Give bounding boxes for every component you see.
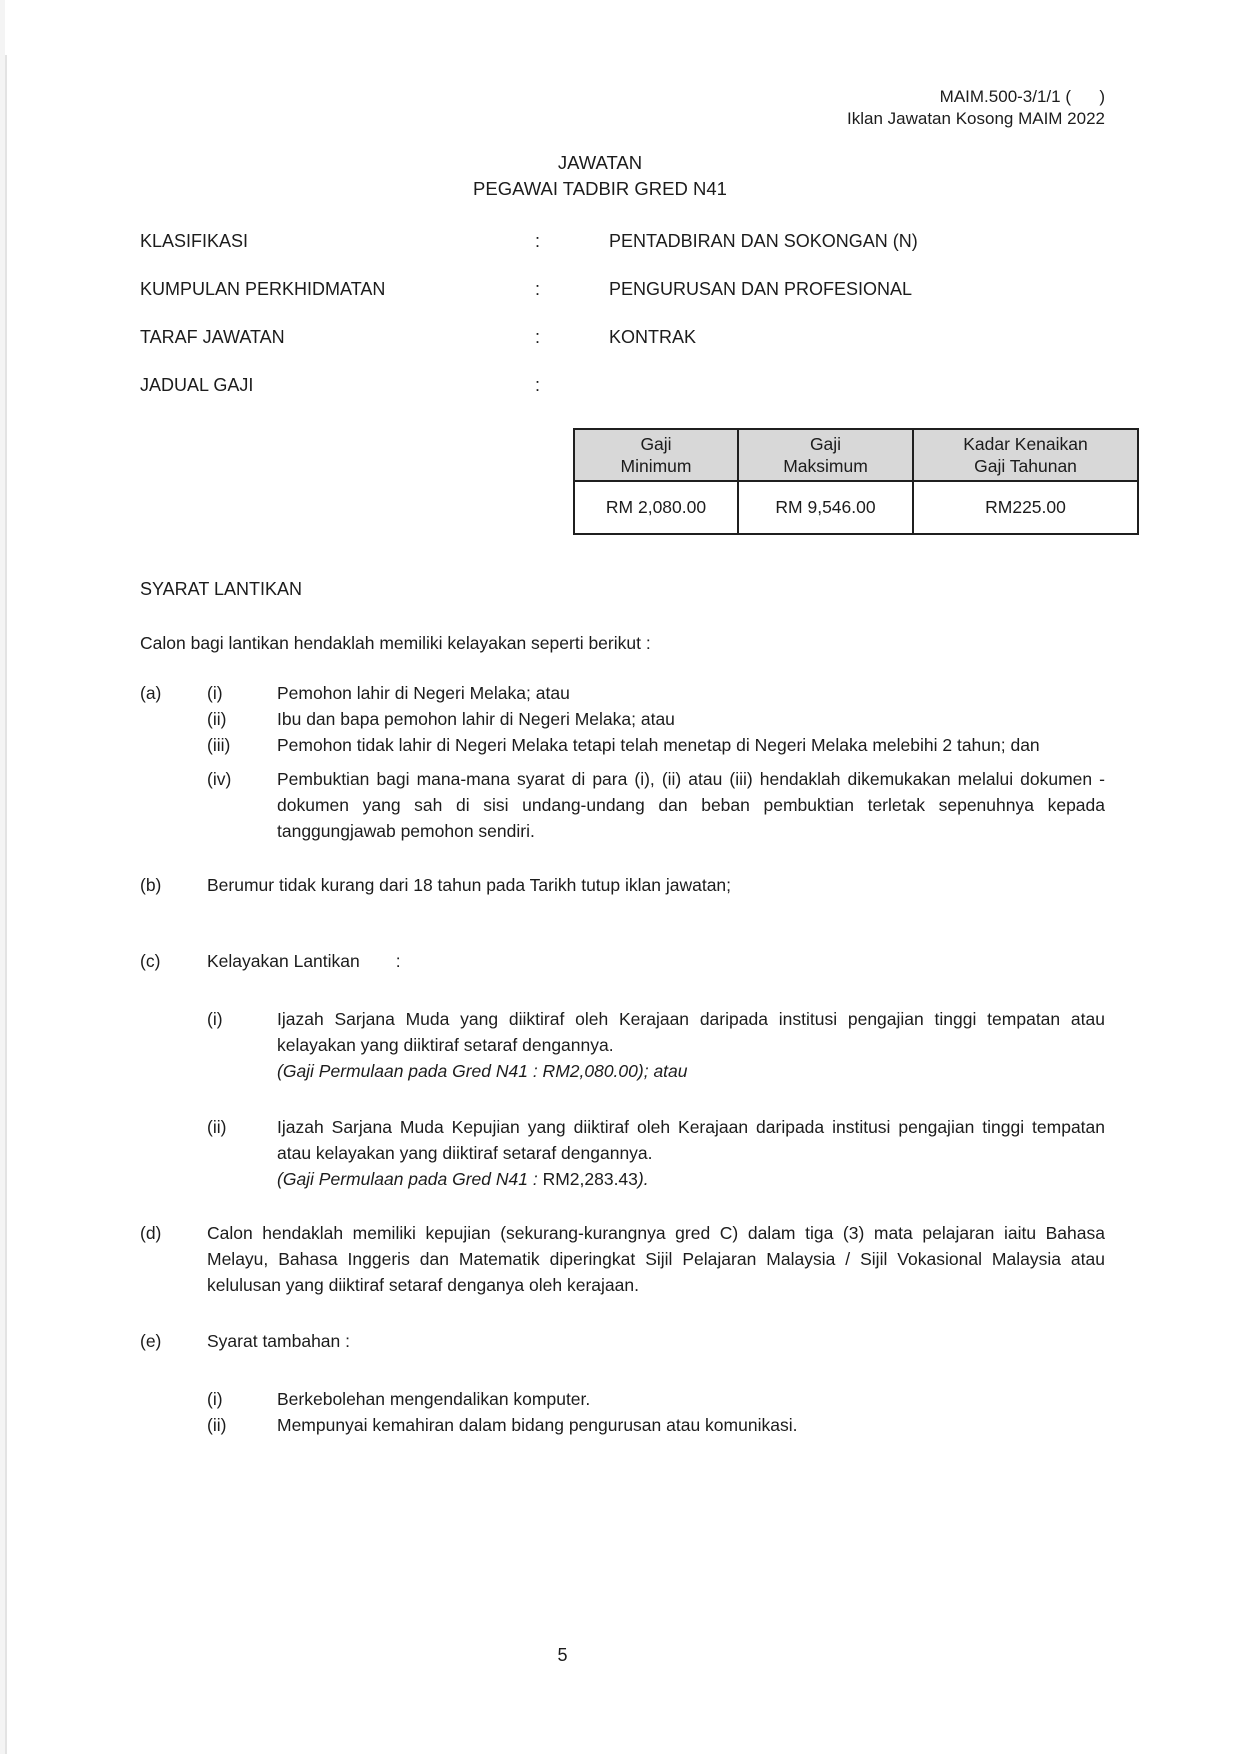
sub-item-c-ii [207, 1114, 1105, 1192]
sub-item-text: Mempunyai kemahiran dalam bidang pengurusan atau komunikasi. [277, 1415, 798, 1435]
title-line-1: JAWATAN [557, 152, 643, 173]
salary-table-header-row [574, 429, 1138, 481]
detail-separator: : [535, 375, 541, 395]
page-number: 5 [557, 1645, 568, 1665]
salary-note-amount: RM2,283.43 [542, 1169, 638, 1189]
detail-value: PENTADBIRAN DAN SOKONGAN (N) [609, 231, 918, 251]
item-c-body [207, 948, 1105, 1192]
sub-item-number: (iii) [207, 735, 231, 755]
header-subtitle: Iklan Jawatan Kosong MAIM 2022 [847, 109, 1105, 128]
sub-item-body [277, 1114, 1105, 1192]
item-a-sublist [207, 680, 1105, 844]
item-label-d: (d) [140, 1223, 162, 1243]
detail-separator: : [535, 279, 541, 299]
sub-item-number: (i) [207, 1389, 223, 1409]
header-max-line2: Maksimum [783, 456, 868, 476]
requirement-item-b [140, 872, 1105, 898]
detail-separator: : [535, 231, 541, 251]
header-rate-line1: Kadar Kenaikan [963, 434, 1088, 454]
detail-separator: : [535, 327, 541, 347]
header-min-line2: Minimum [620, 456, 692, 476]
sub-item-body [277, 1006, 1105, 1084]
salary-note-ii [277, 1166, 1105, 1192]
sub-item-number: (i) [207, 1009, 223, 1029]
title-line-2: PEGAWAI TADBIR GRED N41 [473, 178, 727, 199]
item-e-title: Syarat tambahan : [207, 1331, 350, 1351]
sub-item-number: (ii) [207, 1117, 227, 1137]
salary-table-header-max [738, 429, 913, 481]
salary-max-value: RM 9,546.00 [738, 481, 913, 534]
sub-item-text: Ijazah Sarjana Muda yang diiktiraf oleh Kerajaan daripada institusi pengajian tinggi tempatan atau kelayakan yang diiktiraf setaraf dengannya. [277, 1009, 1105, 1055]
item-b-text: Berumur tidak kurang dari 18 tahun pada Tarikh tutup iklan jawatan; [207, 875, 732, 895]
sub-item-text: Pemohon lahir di Negeri Melaka; atau [277, 683, 570, 703]
sub-item-number: (ii) [207, 709, 227, 729]
header-rate-line2: Gaji Tahunan [974, 456, 1077, 476]
detail-label: KUMPULAN PERKHIDMATAN [140, 279, 386, 299]
salary-table-header-rate [913, 429, 1138, 481]
salary-min-value: RM 2,080.00 [574, 481, 738, 534]
document-title [140, 150, 1105, 202]
sub-item-number: (i) [207, 683, 223, 703]
detail-label: KLASIFIKASI [140, 231, 249, 251]
item-label-b: (b) [140, 875, 162, 895]
detail-label: TARAF JAWATAN [140, 327, 285, 347]
detail-row-jadual-gaji [140, 374, 1105, 396]
salary-note-suffix: ). [637, 1169, 649, 1189]
salary-note-i: (Gaji Permulaan pada Gred N41 : RM2,080.00); atau [277, 1061, 688, 1081]
document-header [140, 86, 1105, 130]
item-label-a: (a) [140, 683, 162, 703]
section-heading-syarat-lantikan: SYARAT LANTIKAN [140, 579, 303, 599]
sub-item-text: Pemohon tidak lahir di Negeri Melaka tetapi telah menetap di Negeri Melaka melebihi 2 tahun; dan [277, 735, 1040, 755]
detail-value [609, 374, 1105, 396]
salary-note-prefix: (Gaji Permulaan pada Gred N41 : [277, 1169, 543, 1189]
sub-item-text: Berkebolehan mengendalikan komputer. [277, 1389, 591, 1409]
detail-row-kumpulan [140, 278, 1105, 300]
requirements-list [140, 680, 1105, 1438]
sub-item-c-i [207, 1006, 1105, 1084]
item-c-colon: : [395, 951, 401, 971]
detail-row-taraf [140, 326, 1105, 348]
requirement-item-d [140, 1220, 1105, 1298]
sub-item-a-i [207, 680, 1105, 706]
item-c-title: Kelayakan Lantikan [207, 951, 360, 971]
job-details [140, 230, 1105, 396]
salary-table [573, 428, 1139, 535]
detail-value: KONTRAK [609, 327, 697, 347]
sub-item-e-ii [207, 1412, 1105, 1438]
sub-item-a-iv [207, 766, 1105, 844]
sub-item-a-iii [207, 732, 1105, 758]
sub-item-a-ii [207, 706, 1105, 732]
sub-item-text: Ijazah Sarjana Muda Kepujian yang diiktiraf oleh Kerajaan daripada institusi pengajian tinggi tempatan atau kelayakan yang diiktiraf setaraf dengannya. [277, 1117, 1105, 1163]
detail-label: JADUAL GAJI [140, 375, 254, 395]
item-c-title-row [207, 948, 1105, 974]
detail-row-klasifikasi [140, 230, 1105, 252]
salary-table-value-row [574, 481, 1138, 534]
header-min-line1: Gaji [640, 434, 672, 454]
sub-item-number: (ii) [207, 1415, 227, 1435]
header-max-line1: Gaji [809, 434, 842, 454]
sub-item-text: Pembuktian bagi mana-mana syarat di para (i), (ii) atau (iii) hendaklah dikemukakan melalui dokumen - dokumen yang sah di sisi undang-undang dan beban pembuktian terletak sepenuhnya kepada tanggungjawab pemohon sendiri. [277, 769, 1105, 841]
requirement-item-a [140, 680, 1105, 844]
detail-value: PENGURUSAN DAN PROFESIONAL [609, 279, 913, 299]
requirement-item-c [140, 948, 1105, 1192]
sub-item-number: (iv) [207, 769, 232, 789]
requirement-item-e [140, 1328, 1105, 1438]
item-d-text: Calon hendaklah memiliki kepujian (sekurang-kurangnya gred C) dalam tiga (3) mata pelajaran iaitu Bahasa Melayu, Bahasa Inggeris dan Matematik diperingkat Sijil Pelajaran Malaysia / Sijil Vokasional Malaysia atau kelulusan yang diiktiraf setaraf denganya oleh kerajaan. [207, 1223, 1105, 1295]
sub-item-e-i [207, 1386, 1105, 1412]
item-e-body [207, 1328, 1105, 1438]
salary-table-header-min [574, 429, 738, 481]
reference-number: MAIM.500-3/1/1 ( ) [939, 87, 1105, 106]
item-label-e: (e) [140, 1331, 162, 1351]
sub-item-text: Ibu dan bapa pemohon lahir di Negeri Melaka; atau [277, 709, 675, 729]
salary-rate-value: RM225.00 [913, 481, 1138, 534]
requirements-intro: Calon bagi lantikan hendaklah memiliki kelayakan seperti berikut : [140, 633, 651, 653]
item-label-c: (c) [140, 951, 161, 971]
